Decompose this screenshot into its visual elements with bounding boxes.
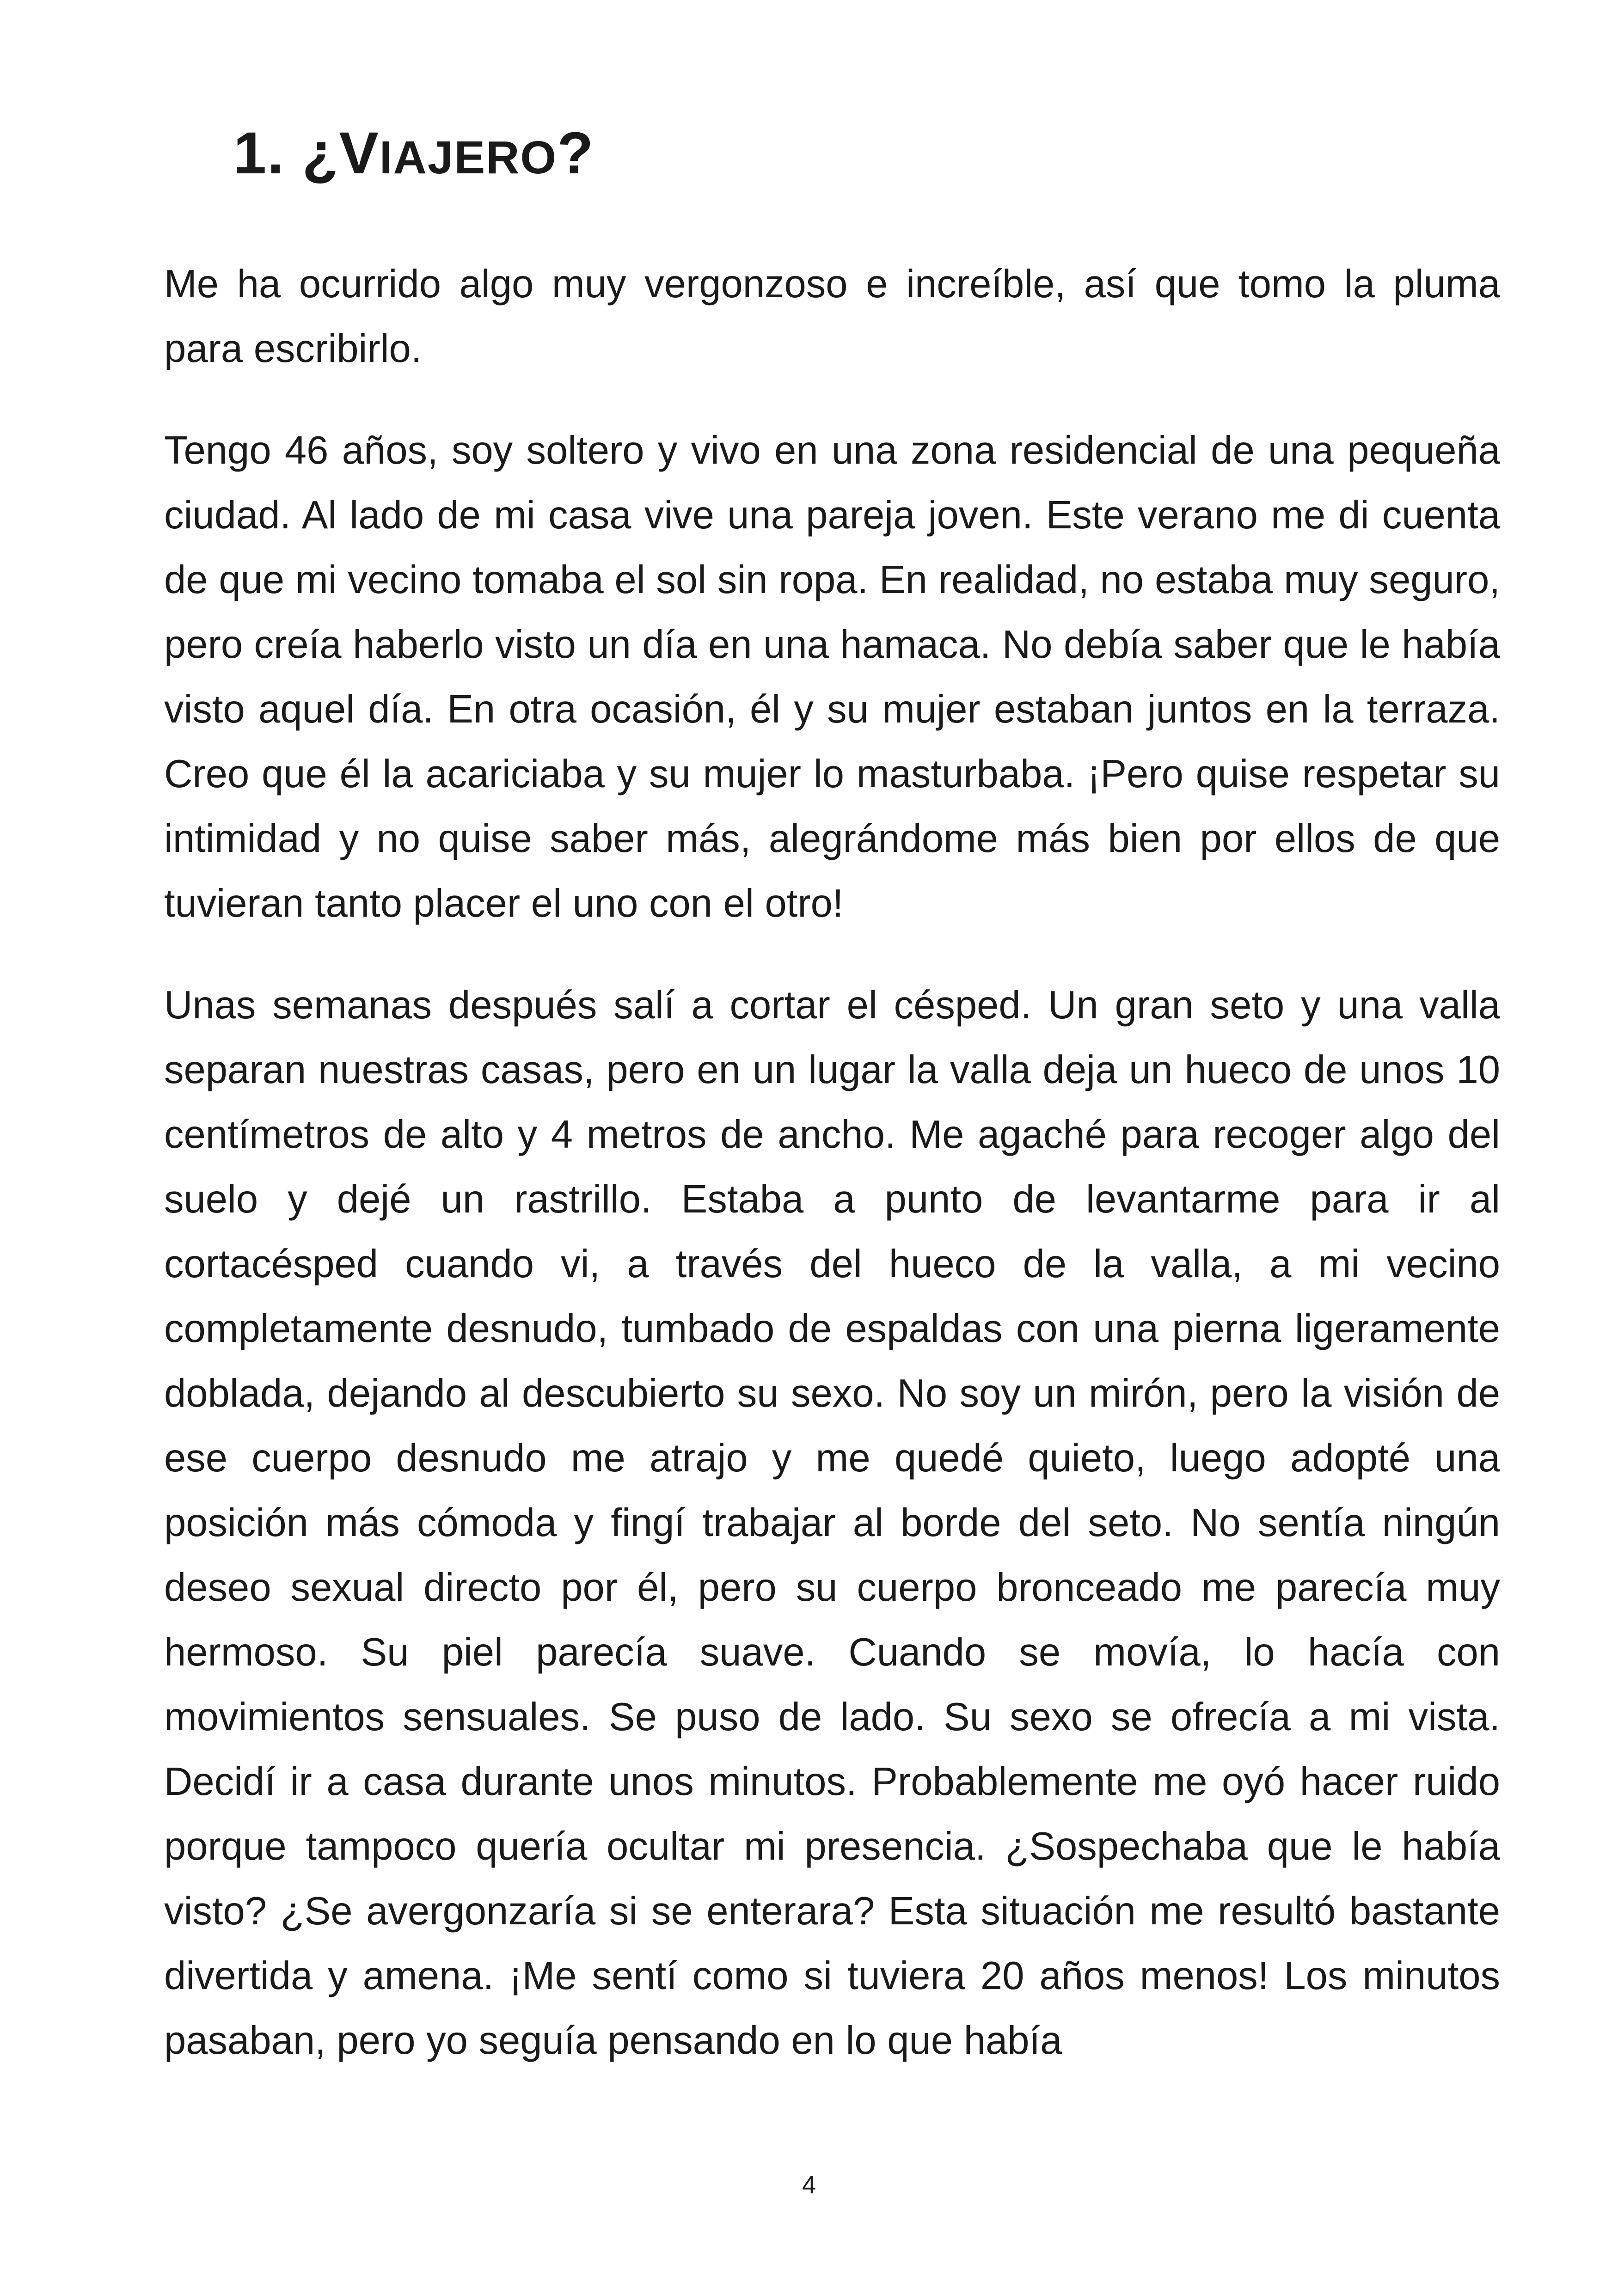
paragraph-3: Unas semanas después salí a cortar el césped. Un gran seto y una valla separan nuestras casas, pero en un lugar la valla deja un hueco de unos 10 centímetros de alto y 4 metros de ancho. Me agaché para recoger algo del suelo y dejé un rastrillo. Estaba a punto de levantarme para ir al cortacésped cuando vi, a través del hueco de la valla, a mi vecino completamente desnudo, tumbado de espaldas con una pierna ligeramente doblada, dejando al descubierto su sexo. No soy un mirón, pero la visión de ese cuerpo desnudo me atrajo y me quedé quieto, luego adopté una posición más cómoda y fingí trabajar al borde del seto. No sentía ningún deseo sexual directo por él, pero su cuerpo bronceado me parecía muy hermoso. Su piel parecía suave. Cuando se movía, lo hacía con movimientos sensuales. Se puso de lado. Su sexo se ofrecía a mi vista. Decidí ir a casa durante unos minutos. Probablemente me oyó hacer ruido porque tampoco quería ocultar mi presencia. ¿Sospechaba que le había visto? ¿Se avergonzaría si se enterara? Esta situación me resultó bastante divertida y amena. ¡Me sentí como si tuviera 20 años menos! Los minutos pasaban, pero yo seguía pensando en lo que había [164,983,1500,2063]
page-number: 4 [802,2171,816,2199]
paragraph-2: Tengo 46 años, soy soltero y vivo en una zona residencial de una pequeña ciudad. Al lado de mi casa vive una pareja joven. Este verano me di cuenta de que mi vecino tomaba el sol sin ropa. En realidad, no estaba muy seguro, pero creía haberlo visto un día en una hamaca. No debía saber que le había visto aquel día. En otra ocasión, él y su mujer estaban juntos en la terraza. Creo que él la acariciaba y su mujer lo masturbaba. ¡Pero quise respetar su intimidad y no quise saber más, alegrándome más bien por ellos de que tuvieran tanto placer el uno con el otro! [164,429,1500,925]
body-text [164,252,1500,2110]
chapter-title-small-caps: IAJERO [379,132,558,184]
chapter-title-suffix: ? [557,120,594,186]
chapter-title [233,118,594,189]
paragraph-1: Me ha ocurrido algo muy vergonzoso e increíble, así que tomo la pluma para escribirlo. [164,262,1500,371]
chapter-title-prefix: 1. ¿V [233,120,380,186]
